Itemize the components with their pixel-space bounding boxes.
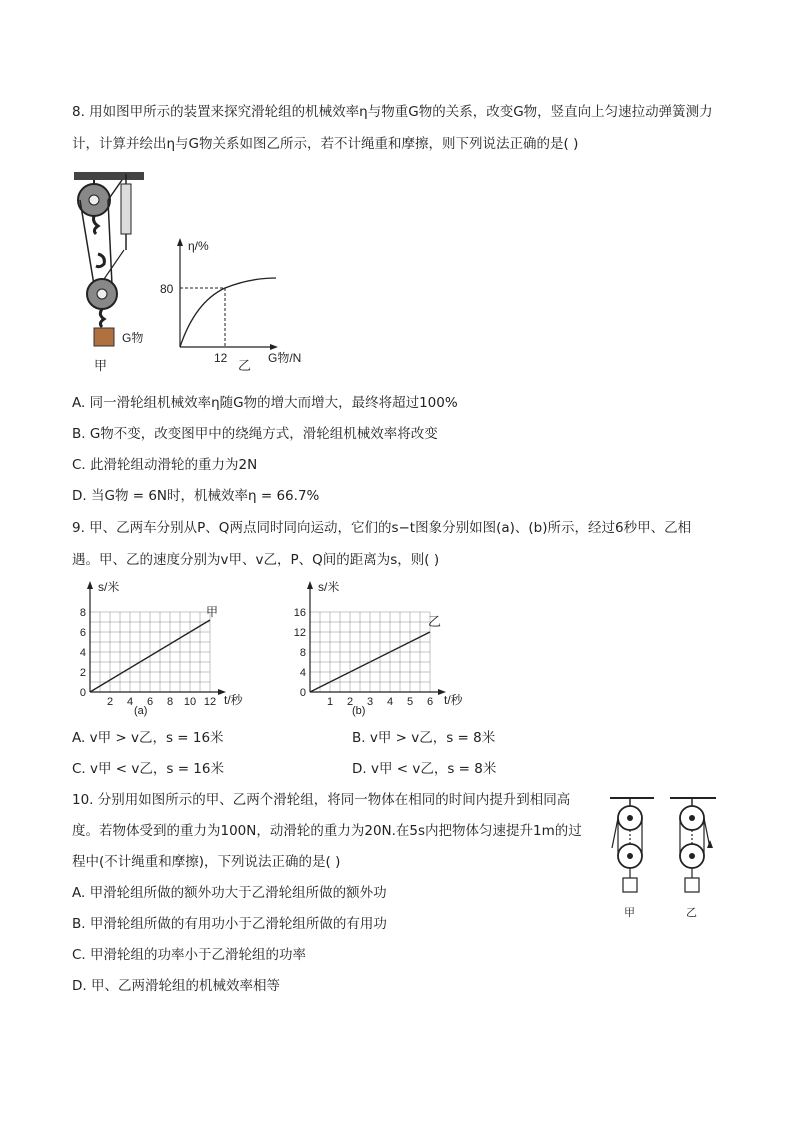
chart-a-y-label: s/米 bbox=[98, 580, 120, 594]
figure-yi-caption: 乙 bbox=[238, 358, 252, 372]
chart-a-x-tick: 8 bbox=[166, 696, 174, 708]
chart-a-x-tick: 4 bbox=[126, 696, 134, 708]
q8-option-a[interactable]: A. 同一滑轮组机械效率η随G物的增大而增大，最终将超过100% bbox=[72, 395, 458, 411]
weight-label: G物 bbox=[122, 331, 144, 345]
chart-a-x-tick: 2 bbox=[106, 696, 114, 708]
q10-option-c[interactable]: C. 甲滑轮组的功率小于乙滑轮组的功率 bbox=[72, 947, 307, 963]
chart-a-y-tick: 8 bbox=[79, 607, 86, 619]
ceiling-beam bbox=[74, 172, 144, 180]
figure-jia-caption: 甲 bbox=[94, 358, 108, 373]
q8-stem-line-2: 计，计算并绘出η与G物关系如图乙所示，若不计绳重和摩擦，则下列说法正确的是( ) bbox=[72, 136, 579, 152]
q9-option-b[interactable]: B. v甲 > v乙，s = 8米 bbox=[352, 730, 496, 746]
figure-yi-label: 乙 bbox=[686, 907, 697, 919]
q10-stem-line-2: 度。若物体受到的重力为100N，动滑轮的重力为20N.在5s内把物体匀速提升1m的过 bbox=[72, 823, 582, 839]
chart-b-y-tick: 4 bbox=[299, 667, 306, 679]
x-axis-label: G物/N bbox=[268, 351, 302, 365]
chart-a-y-tick: 4 bbox=[79, 647, 86, 659]
chart-b-x-tick: 2 bbox=[346, 696, 354, 708]
q9-option-c[interactable]: C. v甲 < v乙，s = 16米 bbox=[72, 761, 224, 777]
chart-b-x-tick: 3 bbox=[366, 696, 374, 708]
q10-stem-line-1: 10. 分别用如图所示的甲、乙两个滑轮组，将同一物体在相同的时间内提升到相同高 bbox=[72, 792, 571, 808]
chart-b-caption: (b) bbox=[352, 705, 366, 717]
weight-block bbox=[94, 328, 114, 346]
q10-option-b[interactable]: B. 甲滑轮组所做的有用功小于乙滑轮组所做的有用功 bbox=[72, 916, 387, 932]
chart-b-x-tick: 1 bbox=[326, 696, 334, 708]
chart-a-grid bbox=[90, 612, 210, 692]
figure-jia-label: 甲 bbox=[624, 907, 635, 919]
chart-b-y-tick: 8 bbox=[299, 647, 306, 659]
spring-scale-icon bbox=[121, 184, 131, 234]
chart-a-caption: (a) bbox=[134, 705, 148, 717]
block-jia bbox=[623, 878, 637, 892]
block-yi bbox=[685, 878, 699, 892]
q8-efficiency-graph bbox=[150, 232, 320, 372]
chart-b-y-tick: 0 bbox=[299, 687, 306, 699]
q9-chart-b bbox=[290, 578, 480, 718]
q10-stem-line-3: 程中(不计绳重和摩擦)，下列说法正确的是( ) bbox=[72, 854, 341, 870]
chart-a-x-label: t/秒 bbox=[224, 693, 243, 707]
y-mark-80: 80 bbox=[160, 282, 174, 296]
chart-b-y-tick: 12 bbox=[293, 627, 306, 639]
chart-a-line-label: 甲 bbox=[206, 605, 219, 619]
chart-a-y-tick: 6 bbox=[79, 627, 86, 639]
chart-b-line-label: 乙 bbox=[428, 614, 442, 629]
q8-stem-line-1: 8. 用如图甲所示的装置来探究滑轮组的机械效率η与物重G物的关系，改变G物，竖直向上匀速拉动弹簧测力 bbox=[72, 104, 713, 120]
chart-a-x-tick: 6 bbox=[146, 696, 154, 708]
q10-option-d[interactable]: D. 甲、乙两滑轮组的机械效率相等 bbox=[72, 978, 280, 994]
chart-b-x-tick: 6 bbox=[426, 696, 434, 708]
chart-a-y-tick: 2 bbox=[79, 667, 86, 679]
q9-option-a[interactable]: A. v甲 > v乙，s = 16米 bbox=[72, 730, 224, 746]
chart-a-x-tick: 10 bbox=[183, 696, 197, 708]
q10-pulley-figure bbox=[606, 792, 726, 932]
q9-chart-a bbox=[72, 578, 272, 718]
efficiency-curve bbox=[180, 278, 276, 347]
chart-b-x-label: t/秒 bbox=[444, 693, 463, 707]
q9-option-d[interactable]: D. v甲 < v乙，s = 8米 bbox=[352, 761, 497, 777]
arrow-up-icon bbox=[707, 840, 713, 848]
y-axis-label: η/% bbox=[188, 239, 209, 253]
x-mark-12: 12 bbox=[214, 351, 228, 365]
q10-option-a[interactable]: A. 甲滑轮组所做的额外功大于乙滑轮组所做的额外功 bbox=[72, 885, 387, 901]
chart-a-y-tick: 0 bbox=[79, 687, 86, 699]
q8-option-c[interactable]: C. 此滑轮组动滑轮的重力为2N bbox=[72, 457, 258, 473]
chart-b-y-label: s/米 bbox=[318, 580, 340, 594]
q9-stem-line-2: 遇。甲、乙的速度分别为v甲、v乙，P、Q间的距离为s，则( ) bbox=[72, 552, 440, 568]
chart-a-x-tick: 12 bbox=[203, 696, 217, 708]
q8-option-b[interactable]: B. G物不变，改变图甲中的绕绳方式，滑轮组机械效率将改变 bbox=[72, 426, 438, 442]
q8-option-d[interactable]: D. 当G物 = 6N时，机械效率η = 66.7% bbox=[72, 488, 320, 504]
q9-stem-line-1: 9. 甲、乙两车分别从P、Q两点同时同向运动，它们的s−t图象分别如图(a)、(b)所示，经过6秒甲、乙相 bbox=[72, 520, 692, 536]
chart-b-y-tick: 16 bbox=[293, 607, 306, 619]
chart-b-grid bbox=[310, 612, 430, 692]
chart-b-x-tick: 4 bbox=[386, 696, 394, 708]
chart-b-x-tick: 5 bbox=[406, 696, 414, 708]
q8-pulley-figure bbox=[72, 170, 147, 380]
